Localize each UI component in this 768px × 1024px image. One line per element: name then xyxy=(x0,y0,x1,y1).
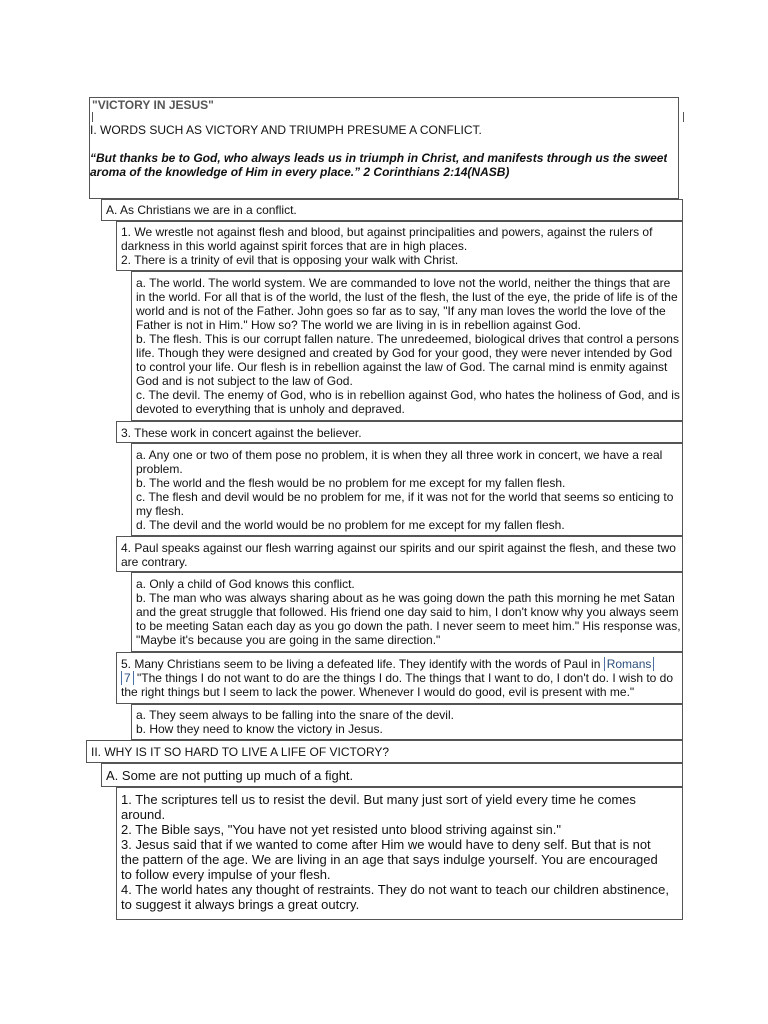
defeated-line: a. They seem always to be falling into the snare of the devil. xyxy=(136,708,454,722)
trinity-line: life. Though they were designed and created by God for your good, they were never intended by God xyxy=(136,346,673,360)
romans-7-link-continued[interactable]: 7 xyxy=(121,671,134,685)
section-2-items-box xyxy=(116,787,683,920)
concert-line: d. The devil and the world would be no problem for me except for my fallen flesh. xyxy=(136,518,565,532)
heading-section-2: II. WHY IS IT SO HARD TO LIVE A LIFE OF VICTORY? xyxy=(91,745,390,759)
concert-line: c. The flesh and devil would be no problem for me, if it was not for the world that seems so enticing to xyxy=(136,490,674,504)
section-2-subsection-a-label: A. Some are not putting up much of a fight. xyxy=(106,768,354,783)
point-line: 1. We wrestle not against flesh and blood, but against principalities and powers, against the rulers of xyxy=(121,225,653,239)
trinity-line: in the world. For all that is of the world, the lust of the flesh, the lust of the eye, the pride of life is of the xyxy=(136,290,678,304)
defeated-items-box xyxy=(131,704,683,740)
point-line: 2. There is a trinity of evil that is opposing your walk with Christ. xyxy=(121,253,459,267)
point-4-line: 4. Paul speaks against our flesh warring against our spirits and our spirit against the flesh, and these two xyxy=(121,541,676,555)
title-marker-right xyxy=(683,112,684,122)
section-2-item-line: 1. The scriptures tell us to resist the devil. But many just sort of yield every time he comes xyxy=(121,792,636,807)
point-5-box xyxy=(116,652,683,704)
subsection-a-label: A. As Christians we are in a conflict. xyxy=(106,203,297,217)
scripture-quote xyxy=(90,151,667,179)
section-one-box xyxy=(89,97,679,199)
section-2-item-line: 4. The world hates any thought of restraints. They do not want to teach our children abstinence, xyxy=(121,882,670,897)
point-line: darkness in this world against spirit forces that are in high places. xyxy=(121,239,468,253)
trinity-line: world and is not of the Father. John goes so far as to say, "If any man loves the world the love of the xyxy=(136,304,666,318)
points-1-2-box xyxy=(116,221,683,271)
section-2-item-line: the pattern of the age. We are living in an age that says indulge yourself. You are encouraged xyxy=(121,852,658,867)
point-5-line: the right things but I seem to lack the power. Whenever I would do good, evil is present with me." xyxy=(121,685,635,699)
heading-section-1: I. WORDS SUCH AS VICTORY AND TRIUMPH PRESUME A CONFLICT. xyxy=(90,123,482,137)
document-title: "VICTORY IN JESUS" xyxy=(92,98,214,112)
trinity-items-box xyxy=(131,271,683,421)
point-5-text: 5. Many Christians seem to be living a defeated life. They identify with the words of Paul in xyxy=(121,657,604,671)
point-4-line: are contrary. xyxy=(121,555,188,569)
point-3-label: 3. These work in concert against the believer. xyxy=(121,426,362,440)
conflict-items-box xyxy=(131,572,683,652)
trinity-line: c. The devil. The enemy of God, who is in rebellion against God, who hates the holiness of God, and is xyxy=(136,388,680,402)
point-5-line xyxy=(121,671,682,685)
defeated-line: b. How they need to know the victory in Jesus. xyxy=(136,722,383,736)
concert-items-box xyxy=(131,443,683,536)
trinity-line: b. The flesh. This is our corrupt fallen nature. The unredeemed, biological drives that control a persons xyxy=(136,332,679,346)
conflict-line: and the great struggle that followed. His friend one day said to him, I don't know why you always seem xyxy=(136,605,679,619)
title-marker xyxy=(92,112,93,122)
quote-line: aroma of the knowledge of Him in every place.” 2 Corinthians 2:14(NASB) xyxy=(90,165,510,179)
trinity-line: God and is not subject to the law of God. xyxy=(136,374,353,388)
point-5-text: "The things I do not want to do are the things I do. The things that I want to do, I don't do. I wish to do xyxy=(133,671,674,685)
section-2-item-line: to suggest it always brings a great outcry. xyxy=(121,897,360,912)
concert-line: a. Any one or two of them pose no problem, it is when they all three work in concert, we have a real xyxy=(136,448,663,462)
point-4-box xyxy=(116,536,683,572)
trinity-line: to control your life. Our flesh is in rebellion against the law of God. The carnal mind is enmity against xyxy=(136,360,668,374)
conflict-line: b. The man who was always sharing about as he was going down the path this morning he met Satan xyxy=(136,591,675,605)
romans-7-link[interactable]: Romans xyxy=(604,657,655,671)
trinity-line: devoted to everything that is unholy and depraved. xyxy=(136,402,405,416)
concert-line: problem. xyxy=(136,462,183,476)
conflict-line: "Maybe it's because you are going in the same direction." xyxy=(136,633,441,647)
point-3-box xyxy=(116,421,683,443)
point-5-line xyxy=(121,657,682,671)
section-2-item-line: to follow every impulse of your flesh. xyxy=(121,867,331,882)
quote-line: “But thanks be to God, who always leads us in triumph in Christ, and manifests through us the sweet xyxy=(90,151,668,165)
concert-line: b. The world and the flesh would be no problem for me except for my fallen flesh. xyxy=(136,476,566,490)
trinity-line: Father is not in Him." How so? The world we are living in is in rebellion against God. xyxy=(136,318,581,332)
subsection-a-heading xyxy=(101,199,683,221)
section-2-item-line: 3. Jesus said that if we wanted to come after Him we would have to deny self. But that is not xyxy=(121,837,651,852)
section-2-subsection-a-box xyxy=(101,763,683,787)
section-2-item-line: 2. The Bible says, "You have not yet resisted unto blood striving against sin." xyxy=(121,822,561,837)
section-2-heading-box xyxy=(86,740,683,763)
section-2-item-line: around. xyxy=(121,807,166,822)
trinity-line: a. The world. The world system. We are commanded to love not the world, neither the things that are xyxy=(136,276,671,290)
conflict-line: a. Only a child of God knows this conflict. xyxy=(136,577,355,591)
conflict-line: to be meeting Satan each day as you go down the path. I never seem to meet him." His response was, xyxy=(136,619,681,633)
concert-line: my flesh. xyxy=(136,504,185,518)
